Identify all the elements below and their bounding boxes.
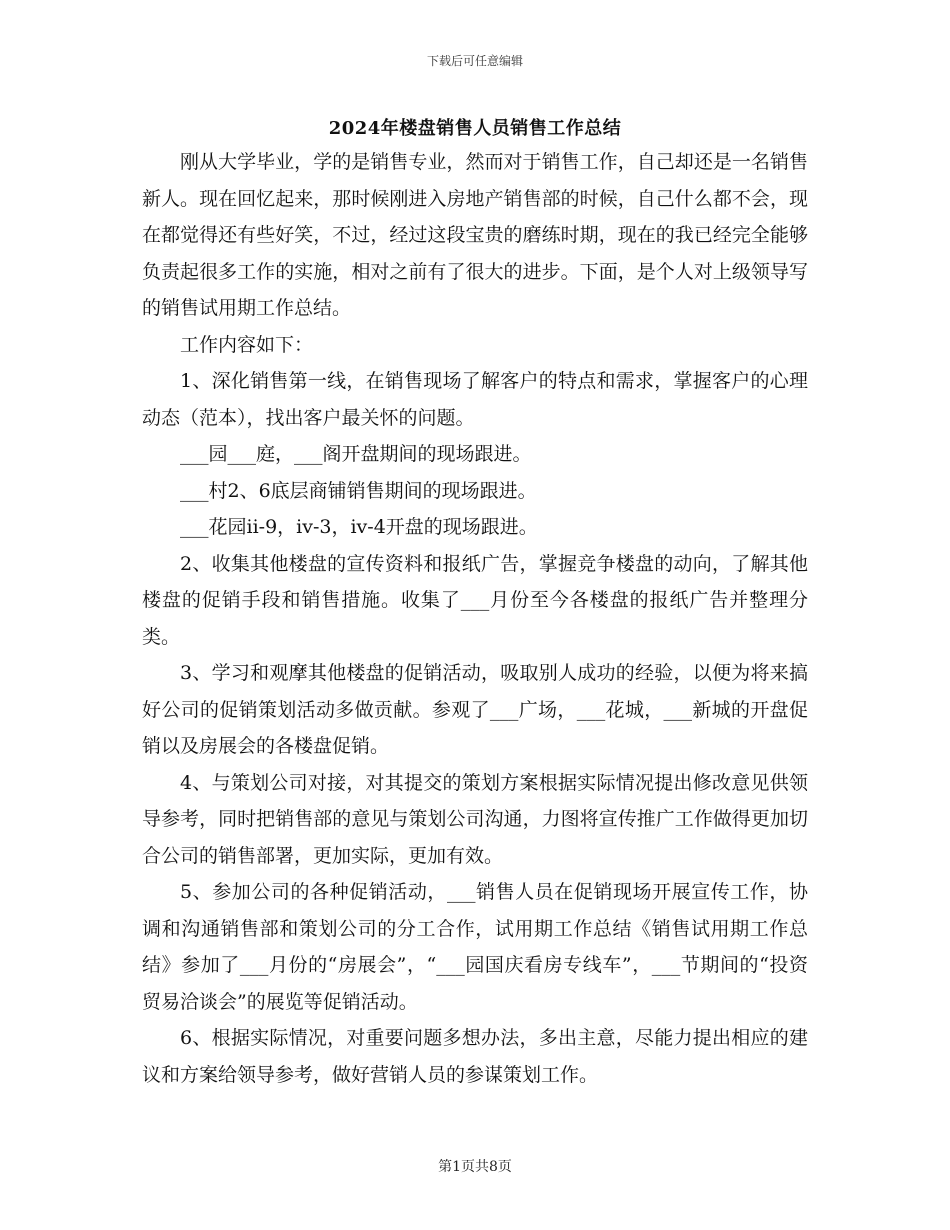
paragraph-item-6: 6、根据实际情况，对重要问题多想办法，多出主意，尽能力提出相应的建议和方案给领导参考，做好营销人员的参谋策划工作。 — [142, 1027, 808, 1086]
paragraph-work-heading: 工作内容如下： — [180, 333, 314, 356]
page-number: 第1页共8页 — [438, 1159, 512, 1175]
paragraph-item-1: 1、深化销售第一线，在销售现场了解客户的特点和需求，掌握客户的心理动态（范本），找出客户最关怀的问题。 — [142, 370, 808, 429]
paragraph-item-2: 2、收集其他楼盘的宣传资料和报纸广告，掌握竞争楼盘的动向，了解其他楼盘的促销手段和销售措施。收集了___月份至今各楼盘的报纸广告并整理分类。 — [142, 552, 808, 648]
paragraph-subitem-3: ___花园ii-9，iv-3，iv-4开盘的现场跟进。 — [180, 516, 538, 538]
paragraph-subitem-1: ___园___庭，___阁开盘期间的现场跟进。 — [180, 443, 532, 465]
paragraph-item-5: 5、参加公司的各种促销活动，___销售人员在促销现场开展宣传工作，协调和沟通销售部和策划公司的分工合作，试用期工作总结《销售试用期工作总结》参加了___月份的“房展会”，“___园国庆看房专线车”，___节期间的“投资贸易洽谈会”的展览等促销活动。 — [142, 881, 808, 1013]
paragraph-subitem-2: ___村2、6底层商铺销售期间的现场跟进。 — [180, 479, 537, 502]
download-note: 下载后可任意编辑 — [426, 54, 523, 68]
paragraph-intro: 刚从大学毕业，学的是销售专业，然而对于销售工作，自己却还是一名销售新人。现在回忆起来，那时候刚进入房地产销售部的时候，自己什么都不会，现在都觉得还有些好笑，不过，经过这段宝贵的磨练时期，现在的我已经完全能够负责起很多工作的实施，相对之前有了很大的进步。下面，是个人对上级领导写的销售试用期工作总结。 — [142, 151, 808, 319]
document-title: 2024年楼盘销售人员销售工作总结 — [328, 118, 622, 139]
paragraph-item-3: 3、学习和观摩其他楼盘的促销活动，吸取别人成功的经验，以便为将来搞好公司的促销策划活动多做贡献。参观了___广场，___花城，___新城的开盘促销以及房展会的各楼盘促销。 — [142, 662, 808, 757]
document-body — [142, 144, 808, 1093]
paragraph-item-4: 4、与策划公司对接，对其提交的策划方案根据实际情况提出修改意见供领导参考，同时把销售部的意见与策划公司沟通，力图将宣传推广工作做得更加切合公司的销售部署，更加实际，更加有效。 — [142, 771, 808, 867]
